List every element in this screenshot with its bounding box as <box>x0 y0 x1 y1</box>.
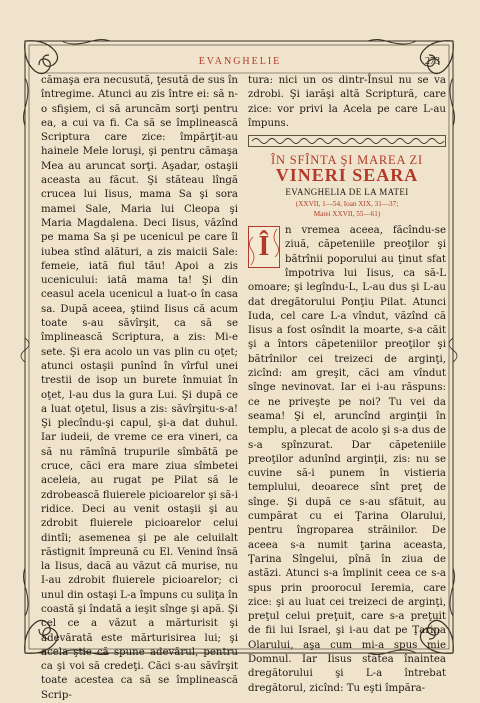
page-number: 273 <box>425 56 440 67</box>
left-column <box>41 74 238 703</box>
feast-title-line-2: VINERI SEARA <box>275 165 419 186</box>
decorated-initial <box>248 226 280 268</box>
continued-passage: tura: nici un os dintr-Însul nu se va zdrobi. Şi iarăşi altă Scriptură, care zice: vor privi la Acela pe care L-au împuns. <box>248 75 446 129</box>
scripture-reference-1: (XXVII, 1—54, Ioan XIX, 31—37; <box>295 200 399 209</box>
running-title: EVANGHELIE <box>198 56 282 67</box>
gospel-body <box>248 224 446 696</box>
scripture-reference-2: Matei XXVII, 55—61) <box>313 210 381 219</box>
left-column-text: cămaşa era necusută, ţesută de sus în întregime. Atunci au zis între ei: să n-o sfişiem, ci să aruncăm sorţi pentru ea, a cui va fi. Ca să se împlinească Scriptura care zice: împărţit-au hainele Mele loruşi, şi pentru cămaşa Mea au aruncat sorţi. Aşadar, ostaşii aceasta au făcut. Şi stăteau lîngă crucea lui Iisus, mama Sa şi sora mamei Sale, Maria lui Cleopa şi Maria Magdalena. Deci Iisus, văzînd pe mama Sa şi pe ucenicul pe care îl iubea stînd alături, a zis maicii Sale: femeie, iată fiul tău! Apoi a zis ucenicului: iată mama ta! Şi din ceasul acela ucenicul a luat-o în casa sa. După aceea, ştiind Iisus că acum toate s-au săvîrşit, ca să se împlinească Scriptura, a zis: Mi-e sete. Şi era acolo un vas plin cu oţet; atunci ostaşii punînd în vîrful unei trestii de isop un burete înmuiat în oţet, l-au dus la gura Lui. Şi după ce a luat oţetul, Iisus a zis: săvîrşitu-s-a! Şi plecîndu-şi capul, şi-a dat duhul. Iar iudeii, de vreme ce era vineri, ca să nu rămînă trupurile sîmbătă pe cruce, căci era mare ziua sîmbetei aceleia, au rugat pe Pilat să le zdrobească fluierele picioarelor şi să-i ridice. Deci au venit ostaşii şi au zdrobit fluierele picioarelor celui dintîi; asemenea şi pe ale celuilalt răstignit împreună cu El. Venind însă la Iisus, dacă au văzut că murise, nu I-au zdrobit fluierele picioarelor; ci unul din ostaşi L-a împuns cu suliţa în coastă şi îndată a ieşit sînge şi apă. Şi cel ce a văzut a mărturisit şi adevărată este mărturisirea lui; şi acela ştie că spune adevărul, pentru ca şi voi să credeţi. Căci s-au săvîrşit toate acestea ca să se împlinească Scrip- <box>41 75 238 701</box>
right-column <box>248 74 446 696</box>
gospel-text: n vremea aceea, făcîndu-se ziuă, căpeteniile preoţilor şi bătrînii poporului au ţinut sfat împotriva lui Iisus, ca să-L omoare; şi legîndu-L, L-au dus şi L-au dat dregătorului Ponţiu Pilat. Atunci Iuda, cel care L-a vîndut, văzînd că Iisus a fost osîndit la moarte, s-a căit şi a întors căpeteniilor preoţilor şi bătrînilor cei treizeci de arginţi, zicînd: am greşit, căci am vîndut sînge nevinovat. Iar ei i-au răspuns: ce ne priveşte pe noi? Tu vei da seama! Şi el, aruncînd arginţii în templu, a plecat de acolo şi s-a dus de s-a spînzurat. Dar căpeteniile preoţilor adunînd arginţii, zis: nu se cuvine să-i punem în vistieria templului, deoarece sînt preţ de sînge. Şi după ce s-au sfătuit, au cumpărat cu ei Ţarina Olarului, pentru îngroparea străinilor. De aceea s-a numit ţarina aceasta, Ţarina Sîngelui, pînă în ziua de astăzi. Atunci s-a împlinit ceea ce s-a spus prin proorocul Ieremia, care zice: şi au luat cei treizeci de arginţi, preţul celui preţuit, care s-a preţuit de fii lui Israel, şi i-au dat pe Ţarina Olarului, aşa cum mi-a spus mie Domnul. Iar Iisus stătea înaintea dregătorului şi L-a întrebat dregătorul, zicînd: Tu eşti împăra- <box>248 225 446 694</box>
running-header <box>0 56 480 72</box>
gospel-heading: EVANGHELIA DE LA MATEI <box>285 186 409 197</box>
feast-title-line-1: ÎN SFÎNTA ŞI MAREA ZI <box>271 153 423 168</box>
initial-letter: Î <box>258 231 270 263</box>
decorative-band <box>248 135 446 147</box>
